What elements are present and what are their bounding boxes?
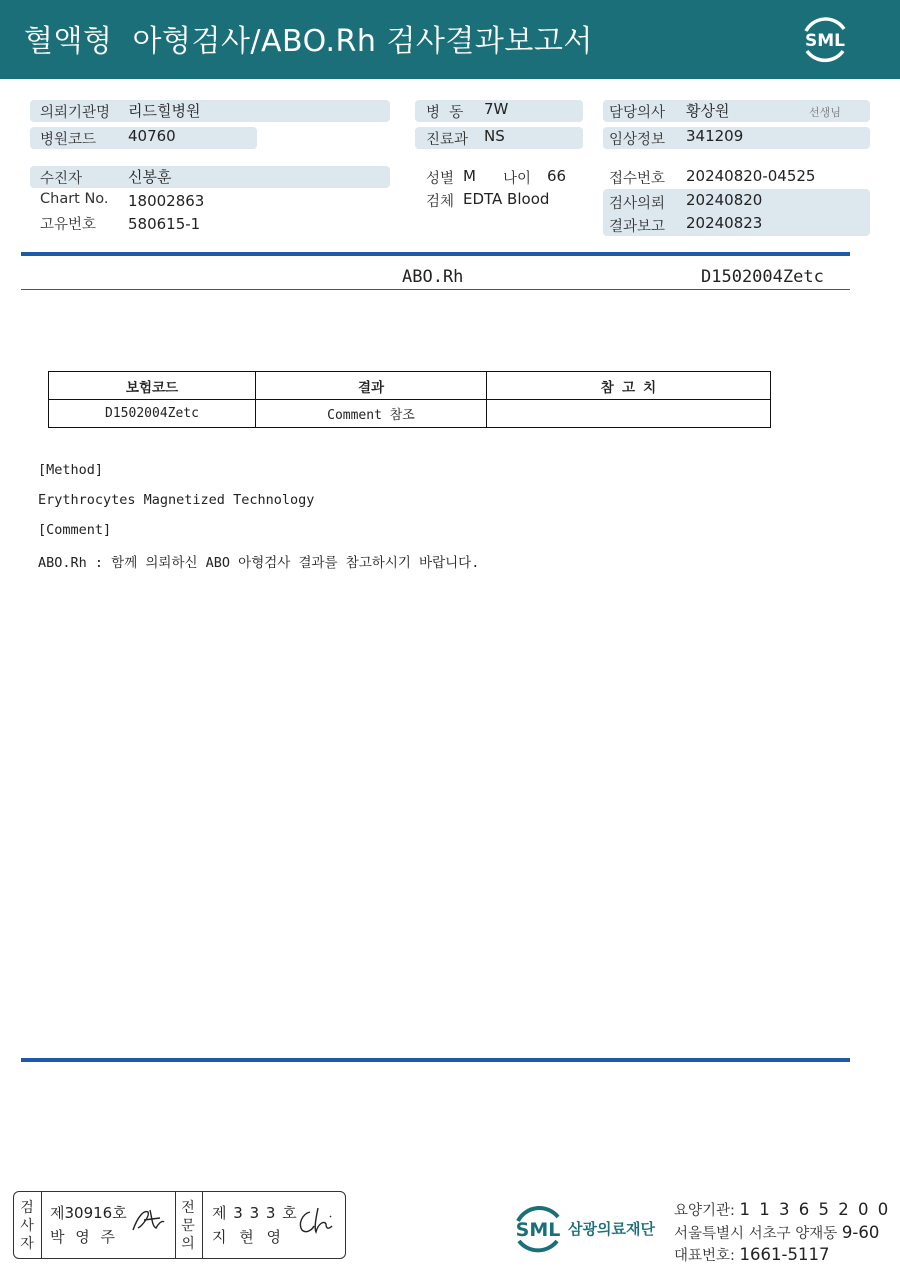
patient-band	[30, 166, 390, 188]
cell-reference	[487, 400, 771, 428]
svg-text:SML: SML	[805, 31, 845, 51]
dept-label: 진료과	[426, 132, 469, 148]
chart-value: 18002863	[128, 192, 205, 210]
section-rule-bottom	[21, 289, 850, 290]
sml-footer-logo-icon	[510, 1201, 566, 1255]
tester-name: 박 영 주	[50, 1228, 119, 1246]
institution-value: 리드힐병원	[128, 102, 201, 120]
cell-insurance-code: D1502004Zetc	[49, 400, 256, 428]
report-value: 20240823	[686, 214, 763, 232]
header-result: 결과	[256, 372, 487, 400]
sml-logo-icon	[798, 13, 852, 65]
patient-value: 신봉훈	[128, 168, 172, 186]
doctor-suffix: 선생님	[809, 106, 841, 119]
report-label: 결과보고	[609, 219, 666, 235]
tester-signature-icon	[130, 1206, 166, 1236]
hospital-code-label: 병원코드	[40, 132, 97, 148]
age-label: 나이	[503, 171, 532, 187]
method-text: Erythrocytes Magnetized Technology	[38, 492, 315, 508]
ward-label: 병 동	[426, 105, 464, 121]
request-value: 20240820	[686, 191, 763, 209]
receipt-label: 접수번호	[609, 171, 666, 187]
doctor-value: 황상원	[686, 102, 730, 120]
chart-label: Chart No.	[40, 191, 109, 207]
section-code: D1502004Zetc	[701, 267, 824, 287]
patient-label: 수진자	[40, 171, 83, 187]
svg-text:SML: SML	[515, 1219, 561, 1241]
comment-text: ABO.Rh : 함께 의뢰하신 ABO 아형검사 결과를 참고하시기 바랍니다.	[38, 555, 480, 571]
doctor-label: 담당의사	[609, 105, 666, 121]
specialist-name: 지 현 영	[212, 1228, 286, 1246]
footer-phone: 대표번호: 1661-5117	[674, 1245, 830, 1264]
header-reference: 참 고 치	[487, 372, 771, 400]
specialist-label: 전문의	[181, 1200, 195, 1252]
unique-value: 580615-1	[128, 215, 201, 233]
section-rule-top	[21, 252, 850, 256]
clinical-value: 341209	[686, 127, 744, 145]
age-value: 66	[547, 167, 567, 185]
section-name: ABO.Rh	[402, 267, 464, 287]
unique-label: 고유번호	[40, 217, 97, 233]
ward-value: 7W	[484, 100, 509, 118]
signature-box	[13, 1191, 346, 1259]
cell-result: Comment 참조	[256, 400, 487, 428]
comment-header: [Comment]	[38, 522, 112, 538]
receipt-value: 20240820-04525	[686, 167, 816, 185]
institution-label: 의뢰기관명	[40, 105, 111, 121]
specialist-signature-icon	[296, 1206, 336, 1238]
request-label: 검사의뢰	[609, 196, 666, 212]
specimen-value: EDTA Blood	[463, 190, 550, 208]
sex-label: 성별	[426, 171, 455, 187]
sex-value: M	[463, 167, 476, 185]
report-title: 혈액형 아형검사/ABO.Rh 검사결과보고서	[24, 24, 593, 59]
bottom-rule	[21, 1058, 850, 1062]
header-insurance-code: 보험코드	[49, 372, 256, 400]
footer-org-name: 삼광의료재단	[568, 1220, 655, 1238]
footer-yoyang: 요양기관: 1 1 3 6 5 2 0 0	[674, 1200, 891, 1219]
tester-number: 제30916호	[50, 1204, 127, 1222]
result-table	[48, 371, 771, 428]
clinical-label: 임상정보	[609, 132, 666, 148]
report-header	[0, 0, 900, 79]
specialist-number: 제 3 3 3 호	[212, 1204, 298, 1222]
dept-value: NS	[484, 127, 505, 145]
hospital-code-value: 40760	[128, 127, 176, 145]
footer-address: 서울특별시 서초구 양재동 9-60	[674, 1223, 880, 1242]
method-header: [Method]	[38, 462, 104, 478]
footer-logo	[510, 1201, 655, 1259]
tester-label: 검사자	[20, 1200, 34, 1252]
table-header-row	[49, 372, 771, 400]
specimen-label: 검체	[426, 194, 455, 210]
table-row	[49, 400, 771, 428]
